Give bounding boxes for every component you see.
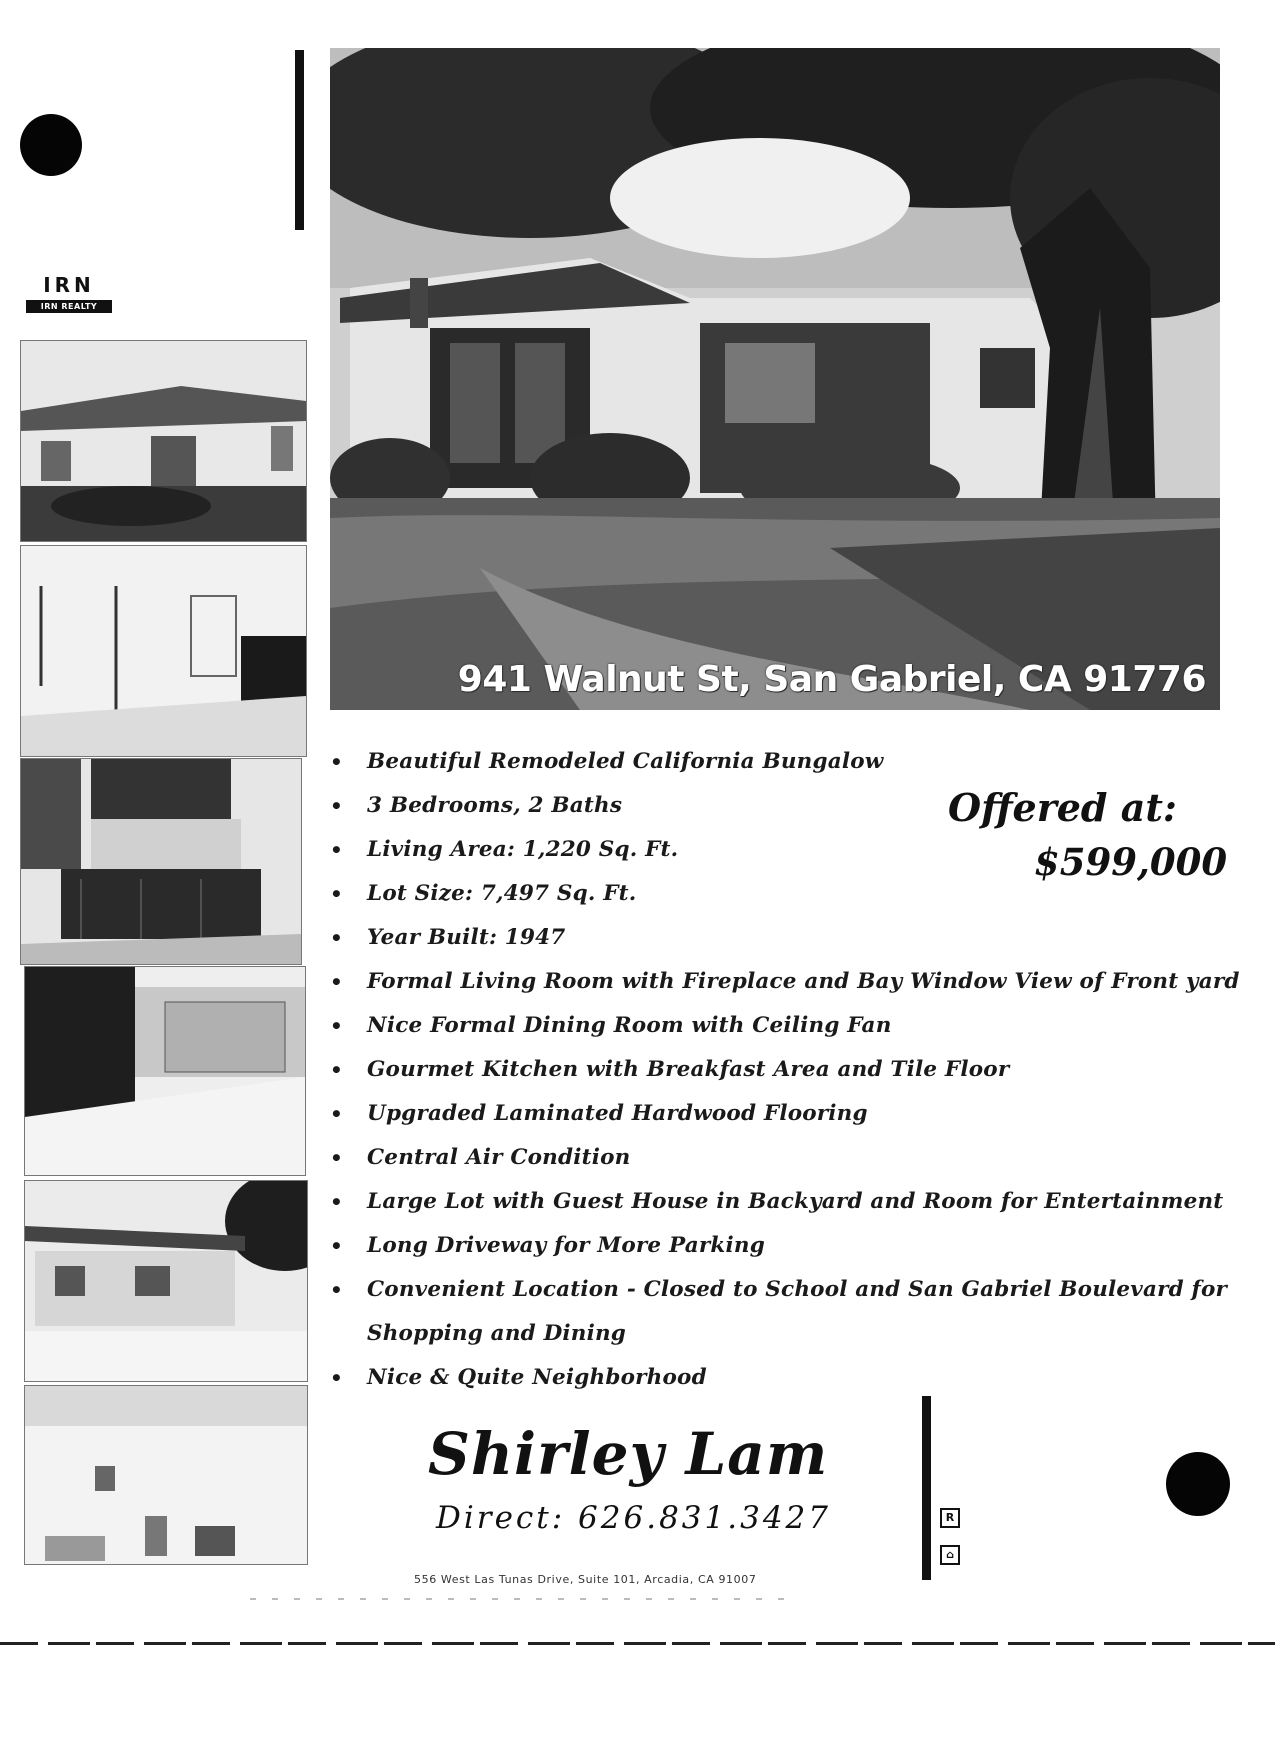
side-photo-guest-house (24, 1180, 308, 1382)
office-address: 556 West Las Tunas Drive, Suite 101, Arcadia, CA 91007 (414, 1573, 757, 1586)
agent-direct-phone: Direct: 626.831.3427 (436, 1500, 831, 1536)
property-address: 941 Walnut St, San Gabriel, CA 91776 (457, 659, 1206, 700)
side-photo-yard (24, 1385, 308, 1565)
feature-item: • 3 Bedrooms, 2 Baths (322, 784, 1242, 828)
feature-item: • Formal Living Room with Fireplace and Bay Window View of Front yard (322, 960, 1242, 1004)
offered-label: Offered at: (948, 785, 1177, 830)
house-exterior-image (21, 341, 306, 541)
side-photo-garage (24, 966, 306, 1176)
main-house-photo (330, 48, 1220, 710)
feature-item: • Long Driveway for More Parking (322, 1224, 1242, 1268)
divider-bar-bottom (922, 1396, 931, 1580)
logo-mark: IRN (43, 273, 95, 297)
garage-image (25, 967, 305, 1175)
feature-list (322, 740, 1242, 1400)
feature-item: • Lot Size: 7,497 Sq. Ft. (322, 872, 1242, 916)
guest-house-image (25, 1181, 307, 1381)
scan-faint-line (250, 1598, 790, 1600)
feature-item: • Large Lot with Guest House in Backyard and Room for Entertainment (322, 1180, 1242, 1224)
interior-room-image (21, 546, 306, 756)
feature-item: • Nice & Quite Neighborhood (322, 1356, 1242, 1400)
logo-text: IRN REALTY (26, 300, 112, 313)
punch-hole-top-left (20, 114, 82, 176)
brokerage-logo (26, 273, 112, 313)
equal-housing-icon: ⌂ (940, 1545, 960, 1565)
side-photo-backyard (20, 758, 302, 965)
backyard-image (21, 759, 301, 964)
listing-price: $599,000 (1034, 840, 1228, 884)
feature-item: • Central Air Condition (322, 1136, 1242, 1180)
feature-item: • Beautiful Remodeled California Bungalow (322, 740, 1242, 784)
house-front-image (330, 48, 1220, 710)
feature-item: • Upgraded Laminated Hardwood Flooring (322, 1092, 1242, 1136)
side-photo-house-exterior (20, 340, 307, 542)
agent-name: Shirley Lam (428, 1420, 829, 1488)
side-photo-interior (20, 545, 307, 757)
feature-item: • Living Area: 1,220 Sq. Ft. (322, 828, 1242, 872)
feature-item: • Nice Formal Dining Room with Ceiling Fan (322, 1004, 1242, 1048)
realtor-icon: R (940, 1508, 960, 1528)
feature-item: • Year Built: 1947 (322, 916, 1242, 960)
yard-image (25, 1386, 307, 1564)
feature-item: • Convenient Location - Closed to School and San Gabriel Boulevard for Shopping and Dining (322, 1268, 1242, 1356)
punch-hole-right (1166, 1452, 1230, 1516)
scan-dashed-line (0, 1642, 1275, 1645)
feature-item: • Gourmet Kitchen with Breakfast Area and Tile Floor (322, 1048, 1242, 1092)
divider-bar-top (295, 50, 304, 230)
